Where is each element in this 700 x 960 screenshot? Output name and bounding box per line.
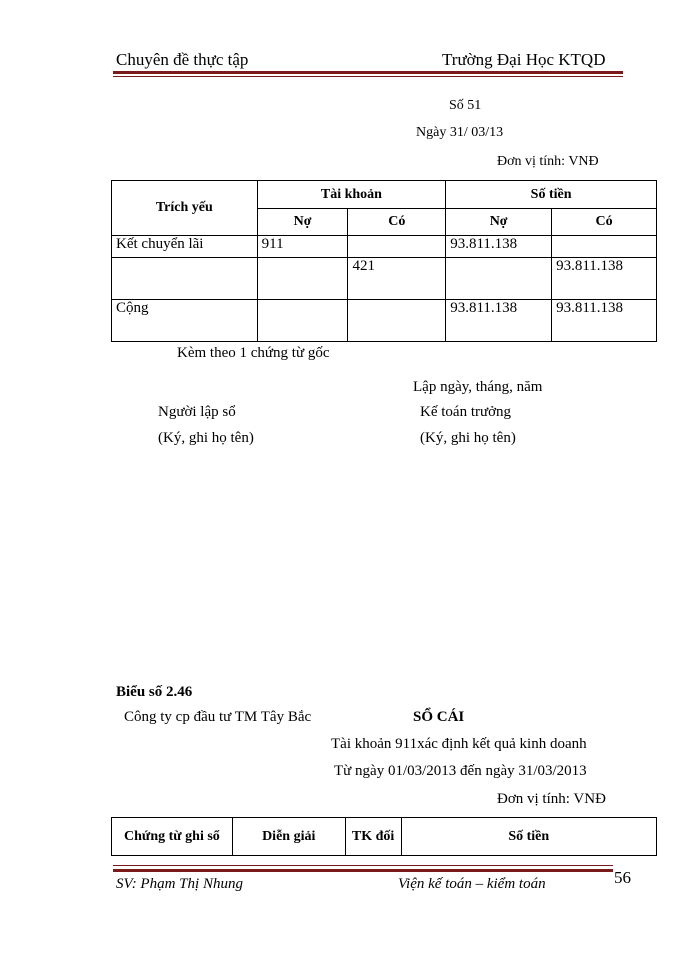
accountant-label: Kế toán trưởng [420,404,512,420]
col-account-header: Tài khoản [257,181,446,209]
footer-rule-thin [113,865,613,866]
cell-summary: Kết chuyển lãi [112,236,258,258]
table-row [112,258,657,300]
page-number: 56 [614,868,631,887]
cell-amt-credit [552,236,657,258]
cell-amt-debit: 93.811.138 [446,236,552,258]
cell-acc-credit [348,300,446,342]
ledger-period: Từ ngày 01/03/2013 đến ngày 31/03/2013 [334,763,587,779]
col-tk-header: TK đối [345,818,401,856]
amount-debit-header: Nợ [446,209,552,236]
account-credit-header: Có [348,209,446,236]
ledger-title: SỔ CÁI [413,709,465,725]
table-row [112,236,657,258]
ledger-table [111,817,657,856]
account-debit-header: Nợ [257,209,348,236]
voucher-date: Ngày 31/ 03/13 [416,125,504,140]
company-name: Công ty cp đầu tư TM Tây Bắc [124,709,312,725]
preparer-note: (Ký, ghi họ tên) [158,430,254,446]
cell-summary [112,258,258,300]
cell-acc-debit [257,300,348,342]
preparer-label: Người lập sổ [158,404,236,420]
voucher-number: Số 51 [449,98,482,113]
amount-credit-header: Có [552,209,657,236]
ledger-unit: Đơn vị tính: VNĐ [497,791,606,807]
footer-rule-thick [113,869,613,872]
cell-amt-credit: 93.811.138 [552,300,657,342]
table-row [112,300,657,342]
signature-date-line: Lập ngày, tháng, năm [413,379,543,395]
col-amount-header: Số tiền [401,818,656,856]
attached-note: Kèm theo 1 chứng từ gốc [177,345,330,361]
footer-student: SV: Phạm Thị Nhung [116,876,243,892]
header-rule-thick [113,71,623,74]
cell-acc-credit [348,236,446,258]
col-summary-header: Trích yếu [112,181,258,236]
ledger-account: Tài khoản 911xác định kết quả kinh doanh [331,736,587,752]
cell-amt-debit: 93.811.138 [446,300,552,342]
cell-acc-debit [257,258,348,300]
header-left: Chuyên đề thực tập [116,50,249,69]
cell-acc-debit: 911 [257,236,348,258]
cell-acc-credit: 421 [348,258,446,300]
header-right: Trường Đại Học KTQD [442,50,606,69]
footer-institute: Viện kế toán – kiểm toán [398,876,546,892]
col-amount-header: Số tiền [446,181,657,209]
cell-amt-debit [446,258,552,300]
col-desc-header: Diễn giải [232,818,345,856]
voucher-unit: Đơn vị tính: VNĐ [497,154,599,169]
header-rule-thin [113,76,623,77]
cell-amt-credit: 93.811.138 [552,258,657,300]
voucher-table [111,180,657,342]
form-label: Biểu số 2.46 [116,684,193,700]
cell-summary: Cộng [112,300,258,342]
col-voucher-header: Chứng từ ghi sổ [112,818,233,856]
accountant-note: (Ký, ghi họ tên) [420,430,516,446]
